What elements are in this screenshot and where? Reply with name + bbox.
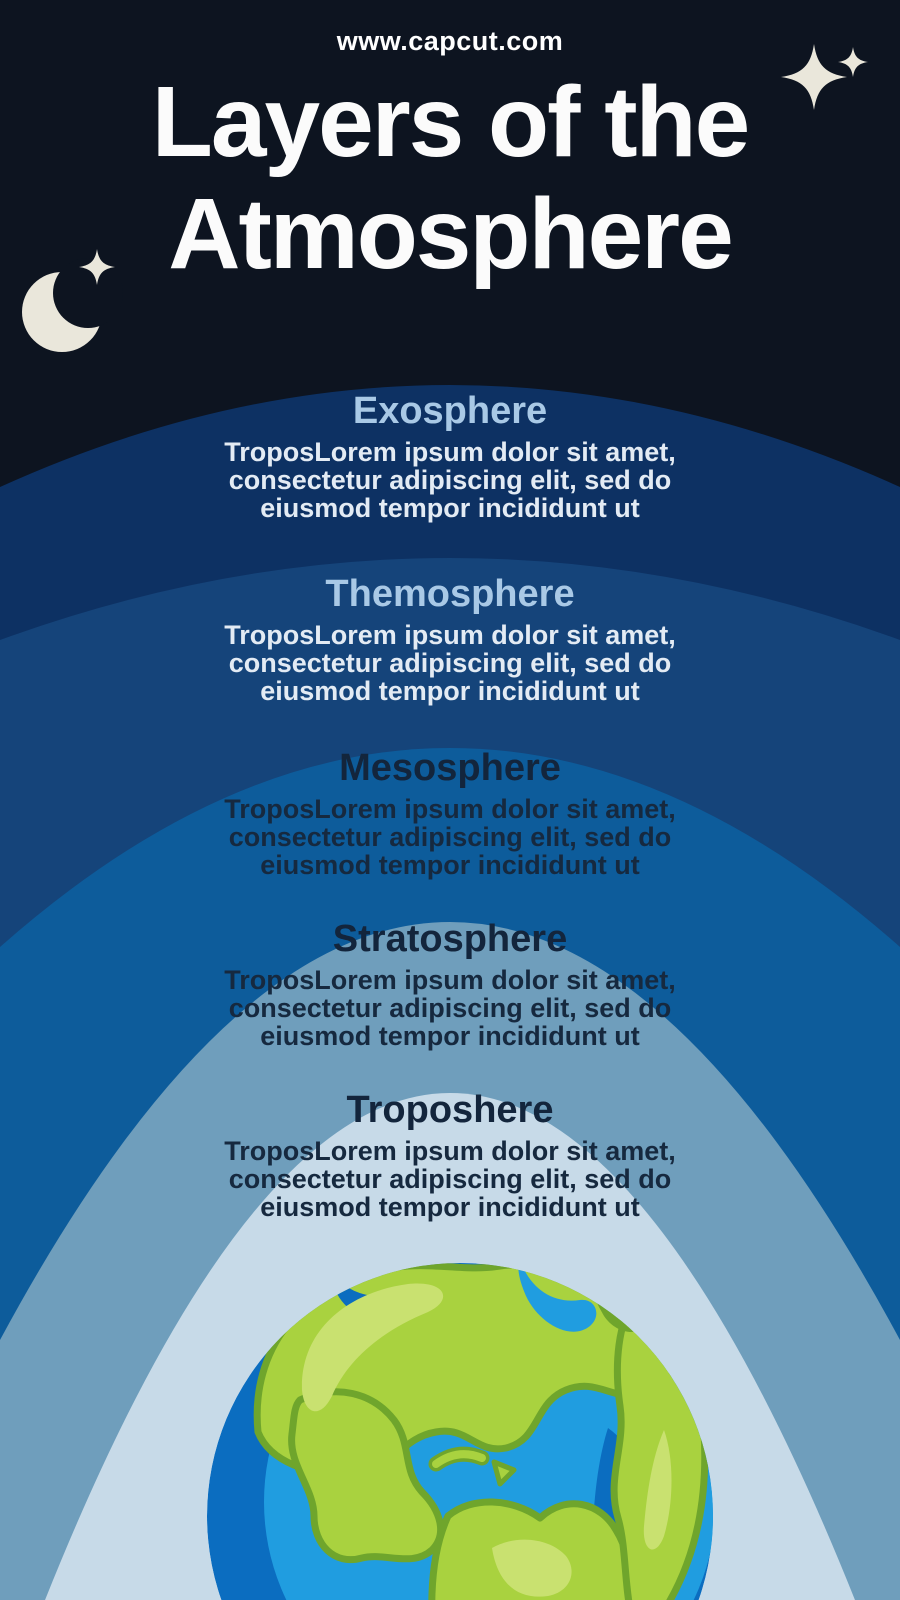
- layer-section-troposhere: [170, 1089, 730, 1221]
- layer-section-mesosphere: [170, 747, 730, 879]
- layer-description: TroposLorem ipsum dolor sit amet, consectetur adipiscing elit, sed do eiusmod tempor incididunt ut: [224, 620, 676, 706]
- layer-description: TroposLorem ipsum dolor sit amet, consectetur adipiscing elit, sed do eiusmod tempor incididunt ut: [224, 794, 676, 880]
- page-title-line1: Layers of the: [151, 66, 749, 178]
- layer-description: TroposLorem ipsum dolor sit amet, consectetur adipiscing elit, sed do eiusmod tempor incididunt ut: [224, 437, 676, 523]
- layer-section-themosphere: [170, 573, 730, 705]
- layer-name: Stratosphere: [332, 918, 568, 960]
- layer-section-exosphere: [170, 390, 730, 522]
- layer-name: Exosphere: [352, 390, 548, 432]
- layer-section-stratosphere: [170, 918, 730, 1050]
- layer-description: TroposLorem ipsum dolor sit amet, consectetur adipiscing elit, sed do eiusmod tempor incididunt ut: [224, 1136, 676, 1222]
- layer-name: Mesosphere: [339, 747, 561, 789]
- page-title: [0, 66, 900, 290]
- layer-name: Troposhere: [346, 1089, 554, 1131]
- layer-name: Themosphere: [325, 573, 575, 615]
- layer-description: TroposLorem ipsum dolor sit amet, consectetur adipiscing elit, sed do eiusmod tempor incididunt ut: [224, 965, 676, 1051]
- page-title-line2: Atmosphere: [168, 178, 732, 290]
- website-url: www.capcut.com: [336, 26, 564, 56]
